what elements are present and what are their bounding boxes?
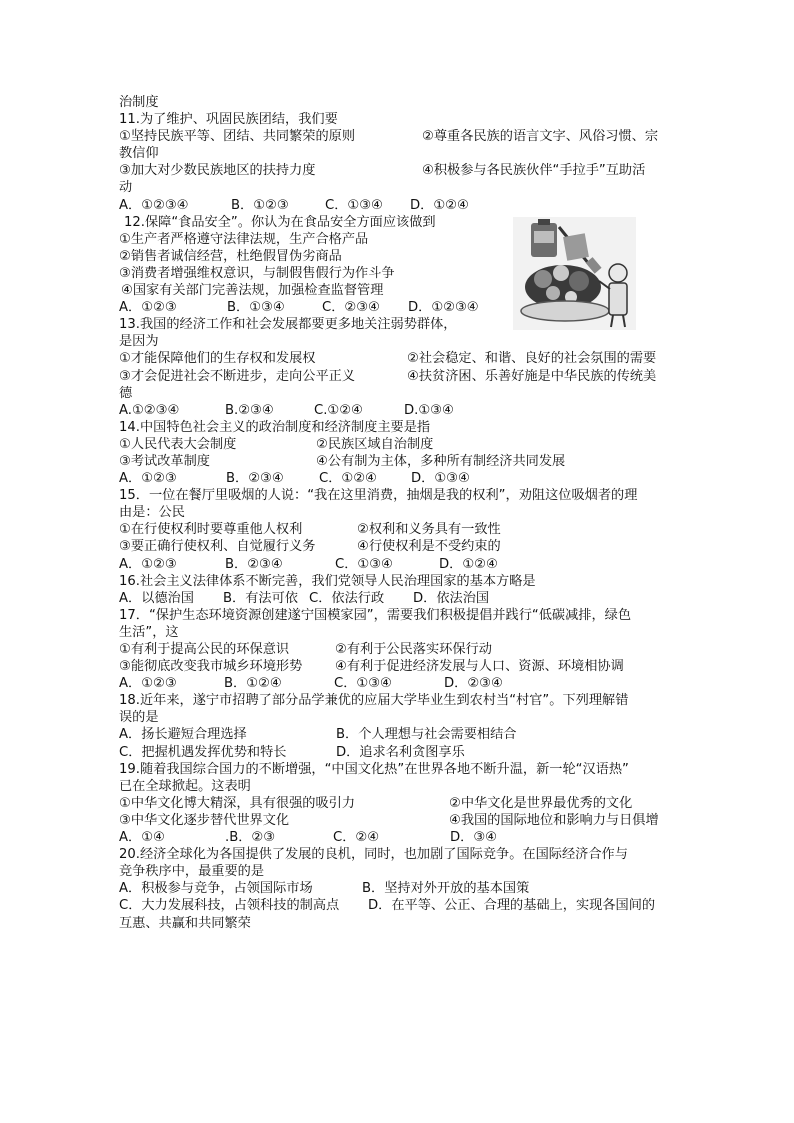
q11-statement-1: ①坚持民族平等、团结、共同繁荣的原则 xyxy=(119,129,356,145)
q18-stem-cont: 误的是 xyxy=(119,710,159,726)
q13-statement-1: ①才能保障他们的生存权和发展权 xyxy=(119,351,316,367)
q11-statement-2: ②尊重各民族的语言文字、风俗习惯、宗 xyxy=(422,129,659,145)
q20-option-a: A．积极参与竞争，占领国际市场 xyxy=(119,881,313,897)
q14-options xyxy=(119,470,679,487)
q19-stem-cont: 已在全球掀起。这表明 xyxy=(119,778,251,794)
q19-stem: 19.随着我国综合国力的不断增强，“中国文化热”在世界各地不断升温，新一轮“汉语热” xyxy=(119,761,629,777)
q17-statement-3: ③能彻底改变我市城乡环境形势 xyxy=(119,659,303,675)
q13-statement-3: ③才会促进社会不断进步，走向公平正义 xyxy=(119,368,356,384)
q11-option-c: C．①③④ xyxy=(325,197,383,213)
q14-statement-3: ③考试改革制度 xyxy=(119,453,210,469)
q18-option-c: C．把握机遇发挥优势和特长 xyxy=(119,744,287,760)
q13-statement-4-cont: 德 xyxy=(119,385,133,401)
q20-option-d-cont: 互惠、共赢和共同繁荣 xyxy=(119,915,251,931)
q12-option-a: A．①②③ xyxy=(119,300,177,316)
q12-statement-2: ②销售者诚信经营，杜绝假冒伪劣商品 xyxy=(119,248,342,264)
q17-stem-cont: 生活”，这 xyxy=(119,624,179,640)
q16-option-d: D．依法治国 xyxy=(413,590,490,606)
q13-stem: 13.我国的经济工作和社会发展都要更多地关注弱势群体， xyxy=(119,317,457,333)
q19-option-b: .B．②③ xyxy=(225,830,276,846)
q13-option-a: A.①②③④ xyxy=(119,402,180,418)
q12-statement-4: ④国家有关部门完善法规，加强检查监督管理 xyxy=(121,283,384,299)
q15-statement-1: ①在行使权利时要尊重他人权利 xyxy=(119,522,303,538)
q18-option-a: A．扬长避短合理选择 xyxy=(119,727,247,743)
q15-statement-4: ④行使权利是不受约束的 xyxy=(357,539,501,555)
q19-option-c: C．②④ xyxy=(333,830,380,846)
q13-options xyxy=(119,402,679,419)
question-list xyxy=(119,94,679,932)
q11-option-b: B．①②③ xyxy=(231,197,289,213)
q14-option-a: A．①②③ xyxy=(119,471,177,487)
q15-stem-cont: 由是：公民 xyxy=(119,505,185,521)
q14-option-d: D．①③④ xyxy=(411,471,470,487)
q20-option-b: B．坚持对外开放的基本国策 xyxy=(362,881,530,897)
q14-option-c: C．①②④ xyxy=(319,471,377,487)
q16-options xyxy=(119,590,679,607)
q17-option-a: A．①②③ xyxy=(119,676,177,692)
q12-option-b: B．①③④ xyxy=(227,300,285,316)
q19-statement-2: ②中华文化是世界最优秀的文化 xyxy=(449,795,633,811)
q12-options xyxy=(119,299,679,316)
q19-statement-1: ①中华文化博大精深，具有很强的吸引力 xyxy=(119,795,356,811)
q12-statement-3: ③消费者增强维权意识，与制假售假行为作斗争 xyxy=(119,265,395,281)
q13-option-b: B.②③④ xyxy=(225,402,274,418)
q11-stem: 11.为了维护、巩固民族团结，我们要 xyxy=(119,112,338,128)
q20-stem-cont: 竞争秩序中，最重要的是 xyxy=(119,864,265,880)
q17-option-c: C．①③④ xyxy=(334,676,392,692)
q15-option-b: B．②③④ xyxy=(225,556,283,572)
q14-statement-2: ②民族区域自治制度 xyxy=(316,436,434,452)
q20-option-c: C．大力发展科技，占领科技的制高点 xyxy=(119,898,340,914)
q13-option-d: D.①③④ xyxy=(404,402,454,418)
q17-statement-1: ①有利于提高公民的环保意识 xyxy=(119,642,290,657)
q15-option-a: A．①②③ xyxy=(119,556,177,572)
q11-options xyxy=(119,197,679,214)
q11-statement-4-cont: 动 xyxy=(119,180,133,196)
q14-statement-4: ④公有制为主体，多种所有制经济共同发展 xyxy=(316,453,566,469)
q12-statement-1: ①生产者严格遵守法律法规，生产合格产品 xyxy=(119,231,369,247)
q16-option-a: A．以德治国 xyxy=(119,590,194,606)
q11-option-a: A．①②③④ xyxy=(119,197,189,213)
q19-statement-4: ④我国的国际地位和影响力与日俱增 xyxy=(449,812,659,828)
q17-stem: 17．“保护生态环境资源创建遂宁国模家园”，需要我们积极提倡并践行“低碳减排，绿色 xyxy=(119,607,632,623)
q16-option-b: B．有法可依 xyxy=(223,590,298,606)
q19-option-a: A．①④ xyxy=(119,830,165,846)
q15-option-d: D．①②④ xyxy=(439,556,498,572)
q13-statement-4: ④扶贫济困、乐善好施是中华民族的传统美 xyxy=(407,368,657,384)
q17-statement-2: ②有利于公民落实环保行动 xyxy=(335,642,492,657)
q12-stem: 12.保障“食品安全”。你认为在食品安全方面应该做到 xyxy=(124,214,436,230)
q11-statement-2-cont: 教信仰 xyxy=(119,146,159,162)
q17-option-d: D．②③④ xyxy=(444,676,503,692)
q14-stem: 14.中国特色社会主义的政治制度和经济制度主要是指 xyxy=(119,419,431,435)
q14-statement-1: ①人民代表大会制度 xyxy=(119,436,237,452)
q19-options xyxy=(119,829,679,846)
q17-option-b: B．①②④ xyxy=(224,676,282,692)
q14-option-b: B．②③④ xyxy=(226,471,284,487)
q15-stem: 15．一位在餐厅里吸烟的人说：“我在这里消费，抽烟是我的权利”，劝阻这位吸烟者的理 xyxy=(119,488,638,504)
intro-line: 治制度 xyxy=(119,95,159,110)
q18-stem: 18.近年来，遂宁市招聘了部分品学兼优的应届大学毕业生到农村当“村官”。下列理解错 xyxy=(119,693,629,709)
q20-option-d: D．在平等、公正、合理的基础上，实现各国间的 xyxy=(368,898,656,914)
q15-option-c: C．①③④ xyxy=(335,556,393,572)
q13-statement-2: ②社会稳定、和谐、良好的社会氛围的需要 xyxy=(407,351,657,367)
q17-options xyxy=(119,675,679,692)
q13-option-c: C.①②④ xyxy=(314,402,363,418)
q19-statement-3: ③中华文化逐步替代世界文化 xyxy=(119,812,290,828)
q17-statement-4: ④有利于促进经济发展与人口、资源、环境相协调 xyxy=(335,659,624,675)
q16-stem: 16.社会主义法律体系不断完善，我们党领导人民治理国家的基本方略是 xyxy=(119,573,536,589)
q12-option-c: C．②③④ xyxy=(322,300,380,316)
q20-stem: 20.经济全球化为各国提供了发展的良机，同时，也加剧了国际竞争。在国际经济合作与 xyxy=(119,847,628,863)
q11-statement-3: ③加大对少数民族地区的扶持力度 xyxy=(119,163,316,179)
q11-statement-4: ④积极参与各民族伙伴“手拉手”互助活 xyxy=(422,163,646,179)
q12-option-d: D．①②③④ xyxy=(408,300,479,316)
q15-options xyxy=(119,556,679,573)
q18-option-b: B．个人理想与社会需要相结合 xyxy=(336,727,517,743)
q15-statement-3: ③要正确行使权利、自觉履行义务 xyxy=(119,539,316,555)
q18-option-d: D．追求名利贪图享乐 xyxy=(336,744,465,760)
q15-statement-2: ②权利和义务具有一致性 xyxy=(357,522,501,538)
q16-option-c: C．依法行政 xyxy=(309,590,385,606)
q11-option-d: D．①②④ xyxy=(410,197,469,213)
q13-stem-cont: 是因为 xyxy=(119,334,159,350)
q19-option-d: D．③④ xyxy=(450,830,497,846)
